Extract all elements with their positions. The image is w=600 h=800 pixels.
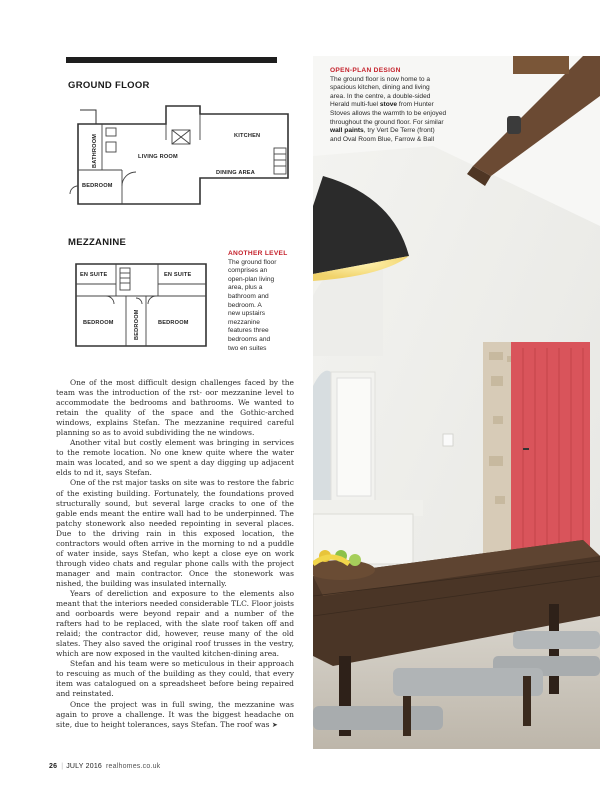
caption-line: new upstairs <box>228 310 266 318</box>
website: realhomes.co.uk <box>106 763 161 770</box>
mezzanine-plan <box>66 256 226 352</box>
caption-line: The ground floor <box>228 258 277 266</box>
caption-another-level <box>228 250 298 353</box>
label-living-room: LIVING ROOM <box>138 154 178 160</box>
spotlight-icon <box>507 116 521 134</box>
ground-floor-title: GROUND FLOOR <box>68 80 150 91</box>
caption-line: area. In the centre, a double-sided <box>330 92 431 100</box>
page-number: 26 <box>49 763 58 770</box>
caption-line: bedrooms and <box>228 335 271 343</box>
caption-line <box>330 101 480 110</box>
top-rule <box>66 57 277 63</box>
ground-floor-plan <box>66 100 292 212</box>
caption-line: spacious kitchen, dining and living <box>330 84 430 92</box>
label-en-suite-left: EN SUITE <box>80 272 108 278</box>
footer-separator: | <box>61 763 64 770</box>
label-bedroom-left: BEDROOM <box>83 320 114 326</box>
label-bathroom: BATHROOM <box>92 133 98 168</box>
mezzanine-title: MEZZANINE <box>68 237 127 248</box>
label-bedroom-mid: BEDROOM <box>134 309 140 340</box>
caption-line: mezzanine <box>228 318 260 326</box>
label-en-suite-right: EN SUITE <box>164 272 192 278</box>
caption-line: open-plan living <box>228 275 275 283</box>
caption-line: throughout the ground floor. For similar <box>330 118 444 126</box>
caption-highlight: wall paints <box>330 127 364 135</box>
caption-highlight: stove <box>379 101 398 109</box>
caption-line: bathroom and <box>228 292 269 300</box>
caption-text: Herald multi-fuel <box>330 101 380 109</box>
caption-line: Stoves allows the warmth to be enjoyed <box>330 109 447 117</box>
caption-line: features three <box>228 327 269 335</box>
article-paragraph-last: Once the project was in full swing, the mezzanine was again to prove a challenge. It was the biggest headache on site, due to height tolerances, says Stefan. The roof was <box>56 699 294 729</box>
article-paragraph: Stefan and his team were so meticulous in their approach to rescuing as much of the building as they could, that every item was catalogued on a spreadsheet before being repaired and reinstated. <box>56 659 294 699</box>
interior-photo <box>313 56 600 749</box>
caption-line: and Oval Room Blue, Farrow & Ball <box>330 135 435 143</box>
article-paragraph: One of the rst major tasks on site was to restore the fabric of the existing building. Fortunately, the foundations proved structurally sound, but several large cracks to one of the gable ends meant the entire wall had to be underpinned. The patchy stonework also needed repointing in several places. Due to the driving rain in this exposed location, the contractors would often arrive in the morning to nd a puddle of water inside, says Stefan, who kept a close eye on work through video chats and regular phone calls with the project manager and main contractor. Once the stonework was nished, the building was insulated internally. <box>56 478 294 588</box>
caption-line: two en suites <box>228 344 267 352</box>
label-bedroom: BEDROOM <box>82 183 113 189</box>
label-bedroom-right: BEDROOM <box>158 320 189 326</box>
article-paragraph: One of the most difficult design challenges faced by the team was the introduction of the rst- oor mezzanine level to accommodate the bedrooms and bathrooms. We wanted to retain the quality of the space and the Gothic-arched windows, explains Stefan. The mezzanine required careful planning so as to avoid subdividing the ne windows. <box>56 378 294 438</box>
caption-another-level-title: ANOTHER LEVEL <box>228 250 288 257</box>
caption-open-plan-title: OPEN-PLAN DESIGN <box>330 67 401 74</box>
continue-arrow-icon: ➤ <box>271 720 278 729</box>
caption-line <box>330 127 480 136</box>
article-paragraph <box>56 700 294 730</box>
article-paragraph: Years of dereliction and exposure to the elements also meant that the interiors needed considerable TLC. Floor joists and oorboards were beyond repair and a number of the rafters had to be replaced, with the slate roof taken off and relaid; the contractor did, however, reuse many of the old slates. They also saved the original roof trusses in the vestry, which are now exposed in the vaulted kitchen-dining area. <box>56 588 294 659</box>
issue-date: JULY 2016 <box>66 763 103 770</box>
caption-line: The ground floor is now home to a <box>330 75 431 83</box>
caption-text: , try Vert De Terre (front) <box>363 127 435 135</box>
caption-line: comprises an <box>228 267 268 275</box>
caption-open-plan <box>330 67 480 144</box>
page-footer <box>49 763 160 770</box>
label-dining-area: DINING AREA <box>216 170 255 176</box>
caption-line: area, plus a <box>228 284 263 292</box>
label-kitchen: KITCHEN <box>234 133 261 139</box>
article-paragraph: Another vital but costly element was bringing in services to the remote location. No one knew quite where the water main was located, and so we spent a day digging up adjacent elds to nd it, says Stefan. <box>56 438 294 478</box>
caption-line: bedroom. A <box>228 301 262 309</box>
caption-text: from Hunter <box>397 101 434 109</box>
article-body <box>56 378 294 730</box>
